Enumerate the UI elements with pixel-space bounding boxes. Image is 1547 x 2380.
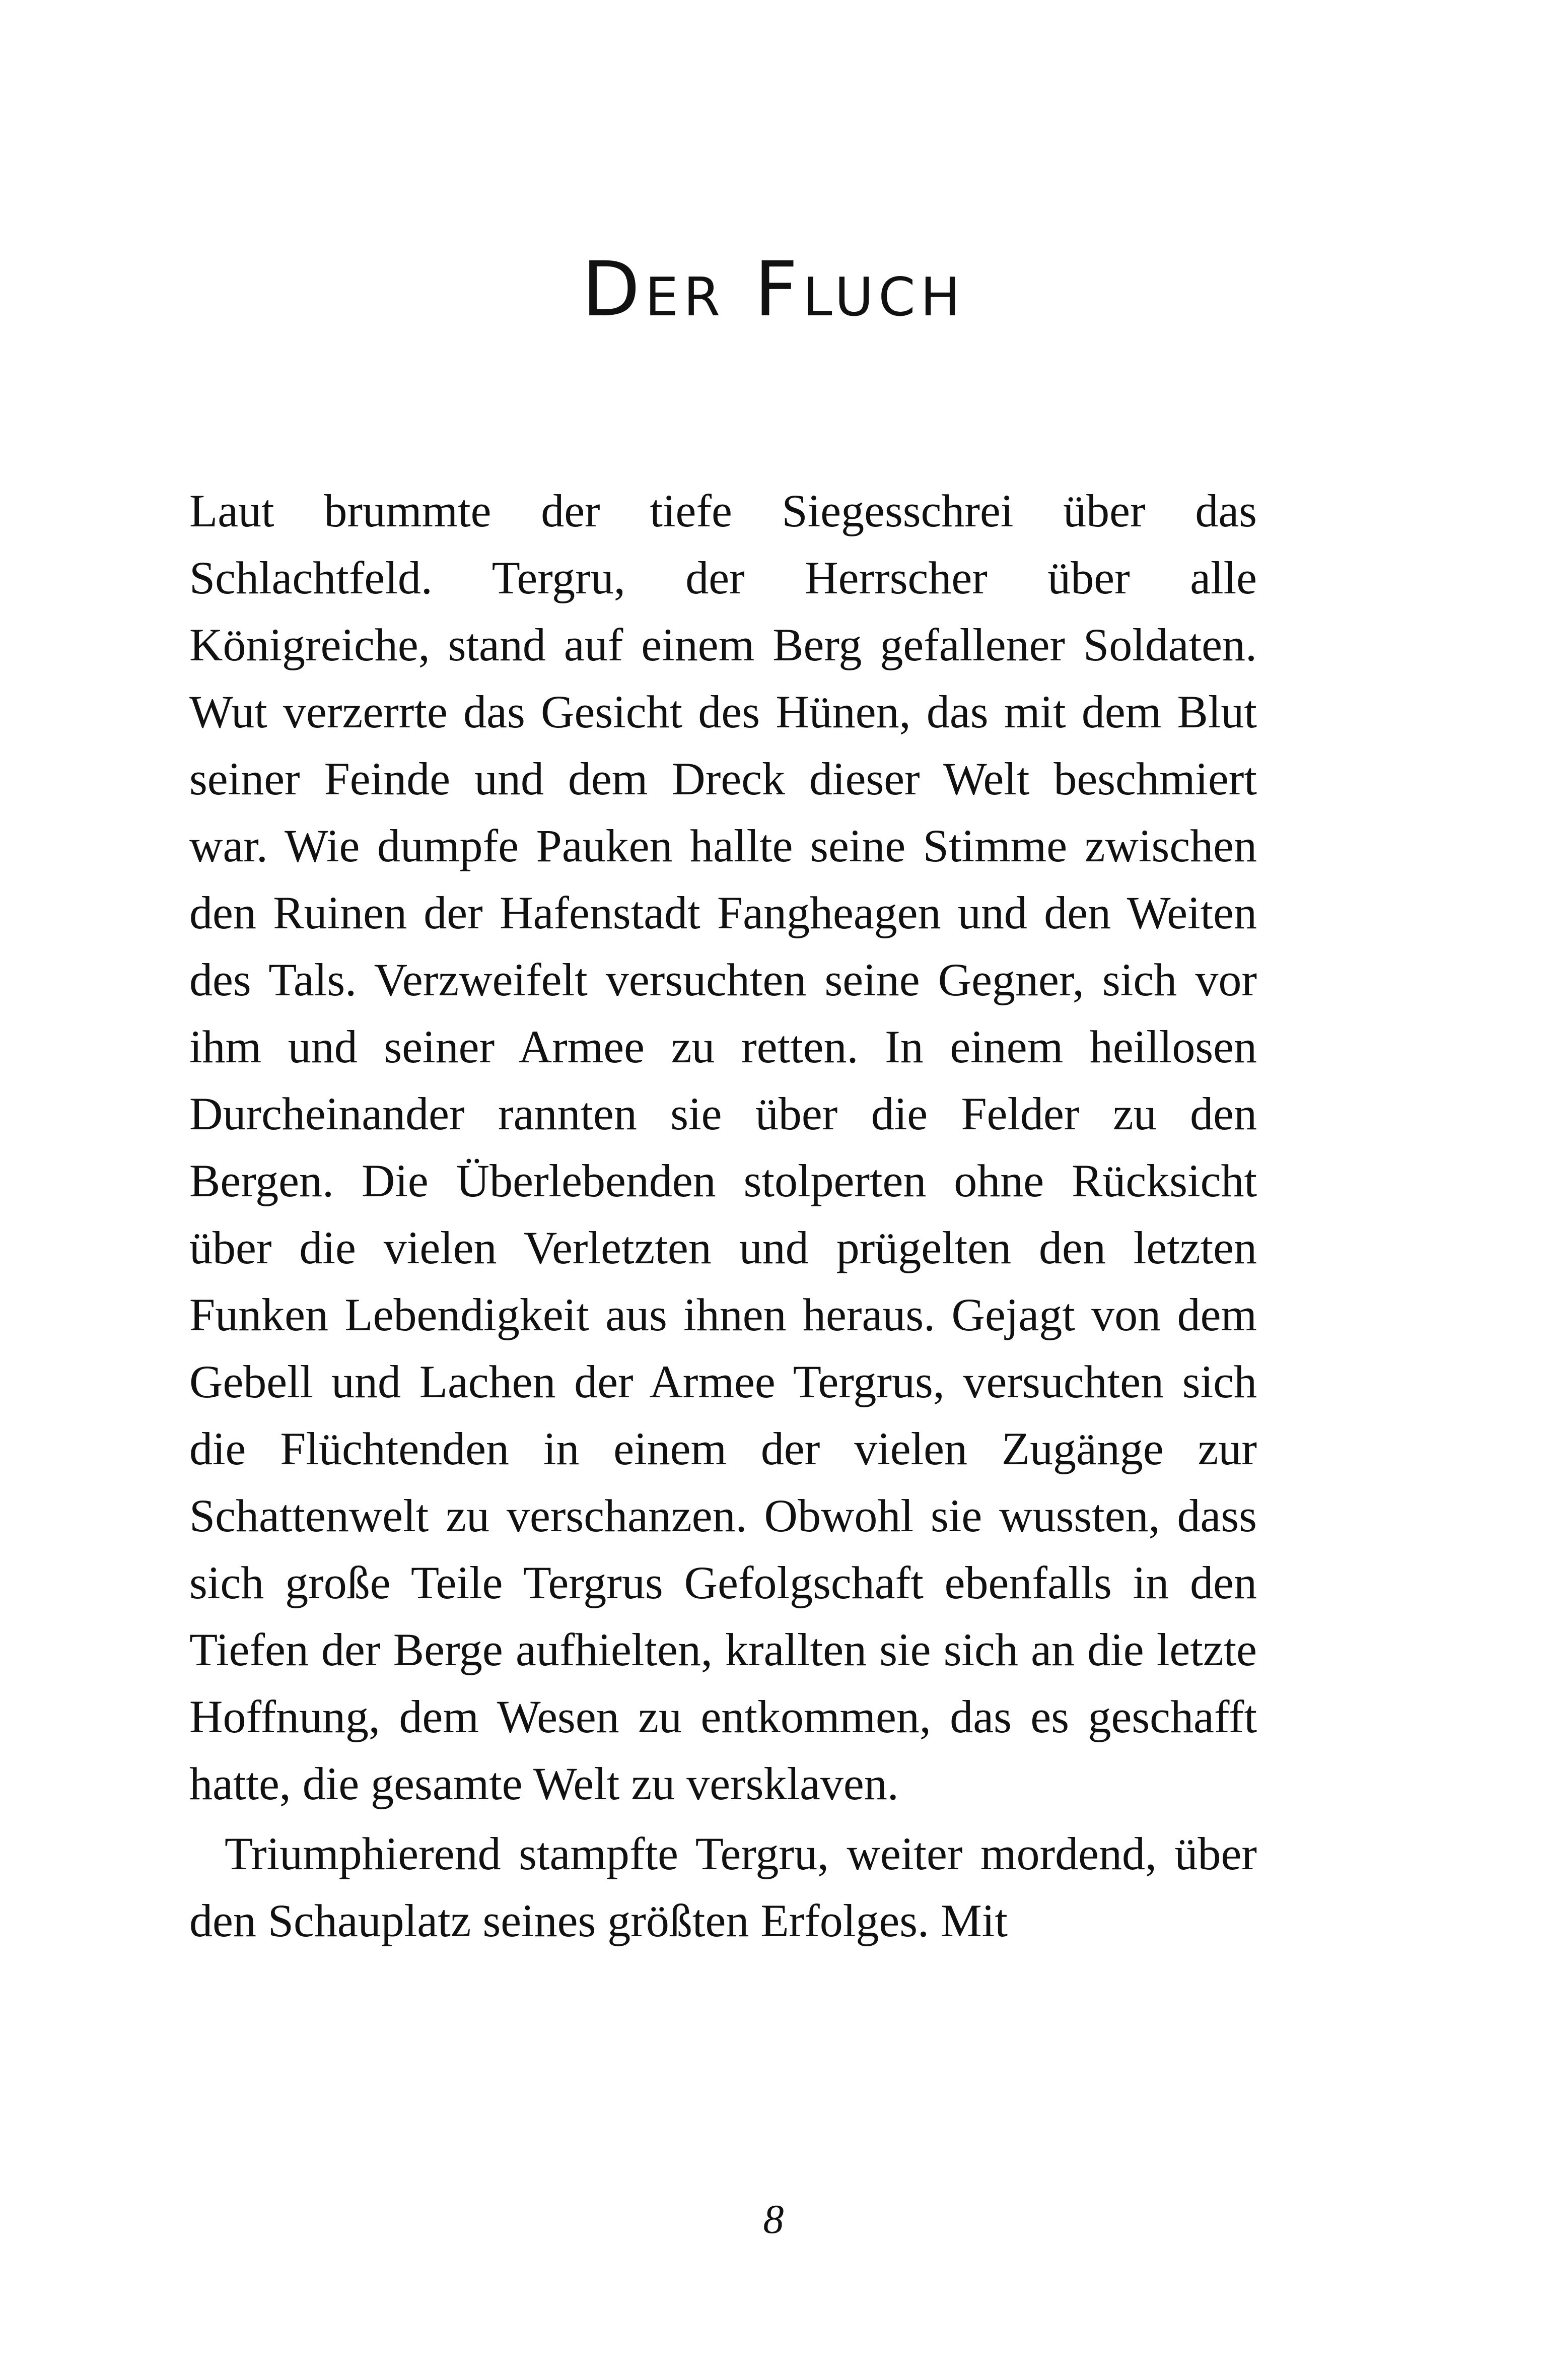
paragraph-1: Laut brummte der tiefe Siegesschrei über das Schlachtfeld. Tergru, der Herrscher über alle Königreiche, stand auf einem Berg gefallener Soldaten. Wut verzerrte das Gesicht des Hünen, das mit dem Blut seiner Feinde und dem Dreck dieser Welt beschmiert war. Wie dumpfe Pauken hallte seine Stimme zwischen den Ruinen der Hafenstadt Fangheagen und den Weiten des Tals. Verzweifelt versuchten seine Gegner, sich vor ihm und seiner Armee zu retten. In einem heillosen Durcheinander rannten sie über die Felder zu den Bergen. Die Überlebenden stolperten ohne Rücksicht über die vielen Verletzten und prügelten den letzten Funken Lebendigkeit aus ihnen heraus. Gejagt von dem Gebell und Lachen der Armee Tergrus, versuchten sich die Flüchtenden in einem der vielen Zugänge zur Schattenwelt zu verschanzen. Obwohl sie wussten, dass sich große Teile Tergrus Gefolgschaft ebenfalls in den Tiefen der Berge aufhielten, krallten sie sich an die letzte Hoffnung, dem Wesen zu entkommen, das es geschafft hatte, die gesamte Welt zu versklaven. (189, 485, 1257, 1809)
chapter-title: Der Fluch (582, 246, 965, 333)
paragraph-2: Triumphierend stampfte Tergru, weiter mordend, über den Schauplatz seines größten Erfolges. Mit (189, 1828, 1257, 1946)
body-text (189, 478, 1257, 1954)
page-number: 8 (763, 2196, 784, 2242)
